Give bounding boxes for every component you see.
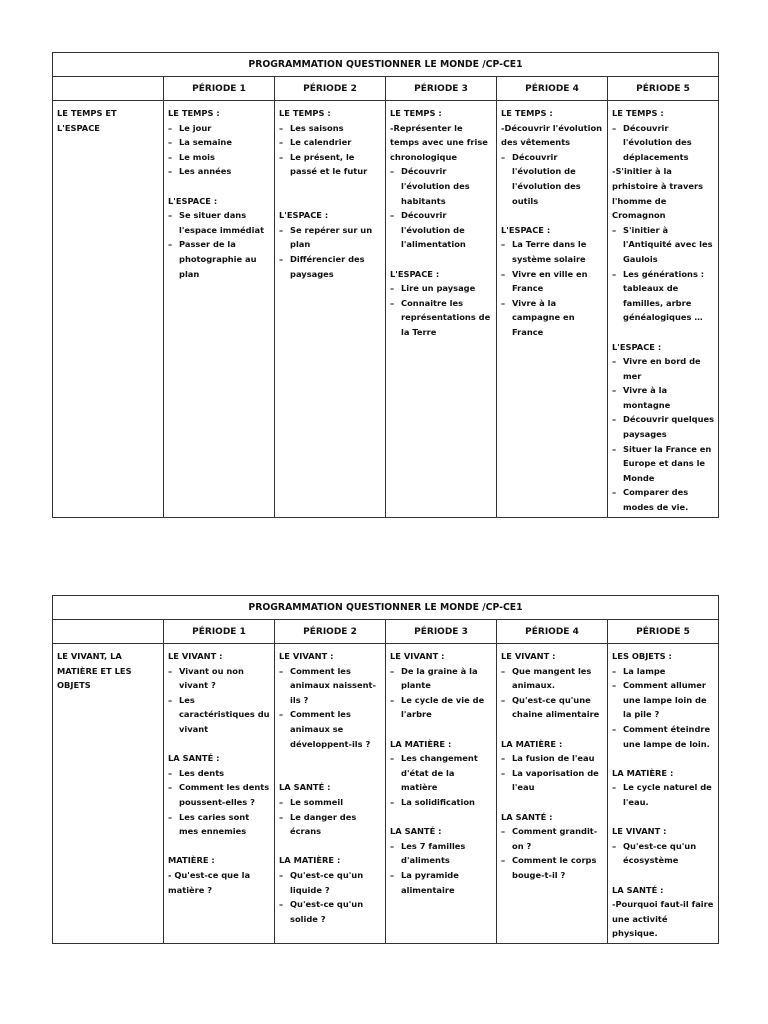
list-item: – Passer de la photographie au plan	[168, 237, 271, 281]
list-item: – Qu'est-ce qu'un liquide ?	[279, 868, 382, 897]
list-item: – Comment les dents poussent-elles ?	[168, 780, 271, 809]
list-item: – Découvrir l'évolution des déplacements	[612, 121, 715, 165]
list-item: – Les générations : tableaux de familles, arbre généalogiques …	[612, 267, 715, 325]
list-item: – Que mangent les animaux.	[501, 664, 604, 693]
row-label: LE TEMPS ET L'ESPACE	[53, 101, 164, 518]
list-item: – Vivre à la campagne en France	[501, 296, 604, 340]
list-item: – Le jour	[168, 121, 271, 136]
section-heading: LE VIVANT :	[501, 651, 556, 661]
section-heading: LA SANTÉ :	[168, 753, 220, 764]
list-item: – Lire un paysage	[390, 281, 493, 296]
list-item: – Qu'est-ce qu'un écosystème	[612, 839, 715, 868]
period-header-4: PÉRIODE 4	[497, 77, 608, 101]
list-item: – Situer la France en Europe et dans le Monde	[612, 442, 715, 486]
list-item: – Découvrir l'évolution de l'alimentation	[390, 208, 493, 252]
section-heading: LE TEMPS :	[612, 108, 664, 118]
list-item: – Comment allumer une lampe loin de la pile ?	[612, 678, 715, 722]
section-heading: LE VIVANT :	[612, 826, 667, 837]
list-item: – Les saisons	[279, 121, 382, 136]
list-item: – De la graine à la plante	[390, 664, 493, 693]
list-item: – Le cycle de vie de l'arbre	[390, 693, 493, 722]
empty-header-cell	[53, 620, 164, 644]
section-heading: LE VIVANT :	[279, 651, 334, 661]
section-heading: LE VIVANT :	[390, 651, 445, 661]
list-item: – Les caractéristiques du vivant	[168, 693, 271, 737]
section-heading: LA MATIÈRE :	[279, 855, 341, 866]
section-heading: LA MATIÈRE :	[501, 738, 563, 749]
list-item: – Vivant ou non vivant ?	[168, 664, 271, 693]
period-header-2: PÉRIODE 2	[275, 77, 386, 101]
list-item: – Se situer dans l'espace immédiat	[168, 208, 271, 237]
list-item: – La Terre dans le système solaire	[501, 237, 604, 266]
list-item: – Qu'est-ce qu'un solide ?	[279, 897, 382, 926]
period-cell-3	[386, 644, 497, 944]
period-header-1: PÉRIODE 1	[164, 77, 275, 101]
section-heading: LA MATIÈRE :	[612, 767, 674, 778]
section-heading: LES OBJETS :	[612, 651, 672, 661]
text-line: -S'initier à la prhistoire à travers l'homme de Cromagnon	[612, 166, 704, 221]
list-item: – Vivre à la montagne	[612, 383, 715, 412]
list-item: – Découvrir l'évolution de l'évolution des outils	[501, 150, 604, 208]
list-item: – La vaporisation de l'eau	[501, 766, 604, 795]
list-item: – Le sommeil	[279, 795, 382, 810]
section-heading: LA SANTÉ :	[501, 811, 553, 822]
list-item: – Le danger des écrans	[279, 810, 382, 839]
section-heading: LA SANTÉ :	[279, 782, 331, 793]
text-line: -Découvrir l'évolution des vêtements	[501, 122, 603, 148]
period-cell-1	[164, 644, 275, 944]
section-heading: MATIÈRE :	[168, 855, 215, 866]
period-header-5: PÉRIODE 5	[608, 620, 719, 644]
section-heading: L'ESPACE :	[390, 268, 440, 279]
section-heading: LE TEMPS :	[390, 108, 442, 118]
list-item: – Comment grandit-on ?	[501, 824, 604, 853]
list-item: – Comparer des modes de vie.	[612, 485, 715, 514]
list-item: – Le mois	[168, 150, 271, 165]
period-cell-1	[164, 101, 275, 518]
list-item: – Qu'est-ce qu'une chaine alimentaire	[501, 693, 604, 722]
list-item: – Les 7 familles d'aliments	[390, 839, 493, 868]
list-item: – Découvrir l'évolution des habitants	[390, 164, 493, 208]
section-heading: L'ESPACE :	[168, 195, 218, 206]
list-item: – Comment les animaux se développent-ils ?	[279, 707, 382, 751]
section-heading: L'ESPACE :	[279, 210, 329, 221]
section-heading: LE TEMPS :	[501, 108, 553, 118]
period-cell-4	[497, 101, 608, 518]
text-line: -Représenter le temps avec une frise chronologique	[390, 122, 488, 162]
period-header-4: PÉRIODE 4	[497, 620, 608, 644]
list-item: – Le cycle naturel de l'eau.	[612, 780, 715, 809]
list-item: – Les années	[168, 164, 271, 179]
list-item: – S'initier à l'Antiquité avec les Gaulois	[612, 223, 715, 267]
list-item: – Vivre en ville en France	[501, 267, 604, 296]
list-item: – Comment le corps bouge-t-il ?	[501, 853, 604, 882]
section-heading: LE VIVANT :	[168, 651, 223, 661]
table-title: PROGRAMMATION QUESTIONNER LE MONDE /CP-CE1	[53, 53, 719, 77]
period-header-5: PÉRIODE 5	[608, 77, 719, 101]
list-item: – La fusion de l'eau	[501, 751, 604, 766]
list-item: – Les changement d'état de la matière	[390, 751, 493, 795]
table-title: PROGRAMMATION QUESTIONNER LE MONDE /CP-CE1	[53, 596, 719, 620]
period-header-2: PÉRIODE 2	[275, 620, 386, 644]
list-item: – La pyramide alimentaire	[390, 868, 493, 897]
empty-header-cell	[53, 77, 164, 101]
list-item: – Connaitre les représentations de la Terre	[390, 296, 493, 340]
section-heading: L'ESPACE :	[501, 224, 551, 235]
section-heading: LA SANTÉ :	[390, 826, 442, 837]
period-header-3: PÉRIODE 3	[386, 77, 497, 101]
period-cell-5	[608, 644, 719, 944]
list-item: – Le calendrier	[279, 135, 382, 150]
period-cell-5	[608, 101, 719, 518]
list-item: – Se repérer sur un plan	[279, 223, 382, 252]
list-item: – Les caries sont mes ennemies	[168, 810, 271, 839]
period-cell-4	[497, 644, 608, 944]
programme-table-vivant-matiere-objets	[52, 595, 719, 944]
period-header-1: PÉRIODE 1	[164, 620, 275, 644]
section-heading: LE TEMPS :	[279, 108, 331, 118]
text-line: - Qu'est-ce que la matière ?	[168, 869, 251, 895]
list-item: – La semaine	[168, 135, 271, 150]
section-heading: LA MATIÈRE :	[390, 738, 452, 749]
row-label: LE VIVANT, LA MATIÈRE ET LES OBJETS	[53, 644, 164, 944]
period-header-3: PÉRIODE 3	[386, 620, 497, 644]
list-item: – Le présent, le passé et le futur	[279, 150, 382, 179]
list-item: – Vivre en bord de mer	[612, 354, 715, 383]
section-heading: LE TEMPS :	[168, 108, 220, 118]
period-cell-2	[275, 101, 386, 518]
list-item: – Découvrir quelques paysages	[612, 412, 715, 441]
list-item: – Comment les animaux naissent-ils ?	[279, 664, 382, 708]
period-cell-3	[386, 101, 497, 518]
list-item: – Différencier des paysages	[279, 252, 382, 281]
list-item: – La solidification	[390, 795, 493, 810]
list-item: – Les dents	[168, 766, 271, 781]
list-item: – Comment éteindre une lampe de loin.	[612, 722, 715, 751]
section-heading: LA SANTÉ :	[612, 884, 664, 895]
period-cell-2	[275, 644, 386, 944]
section-heading: L'ESPACE :	[612, 341, 662, 352]
programme-table-temps-espace	[52, 52, 719, 518]
list-item: – La lampe	[612, 664, 715, 679]
text-line: -Pourquoi faut-il faire une activité physique.	[612, 899, 714, 939]
